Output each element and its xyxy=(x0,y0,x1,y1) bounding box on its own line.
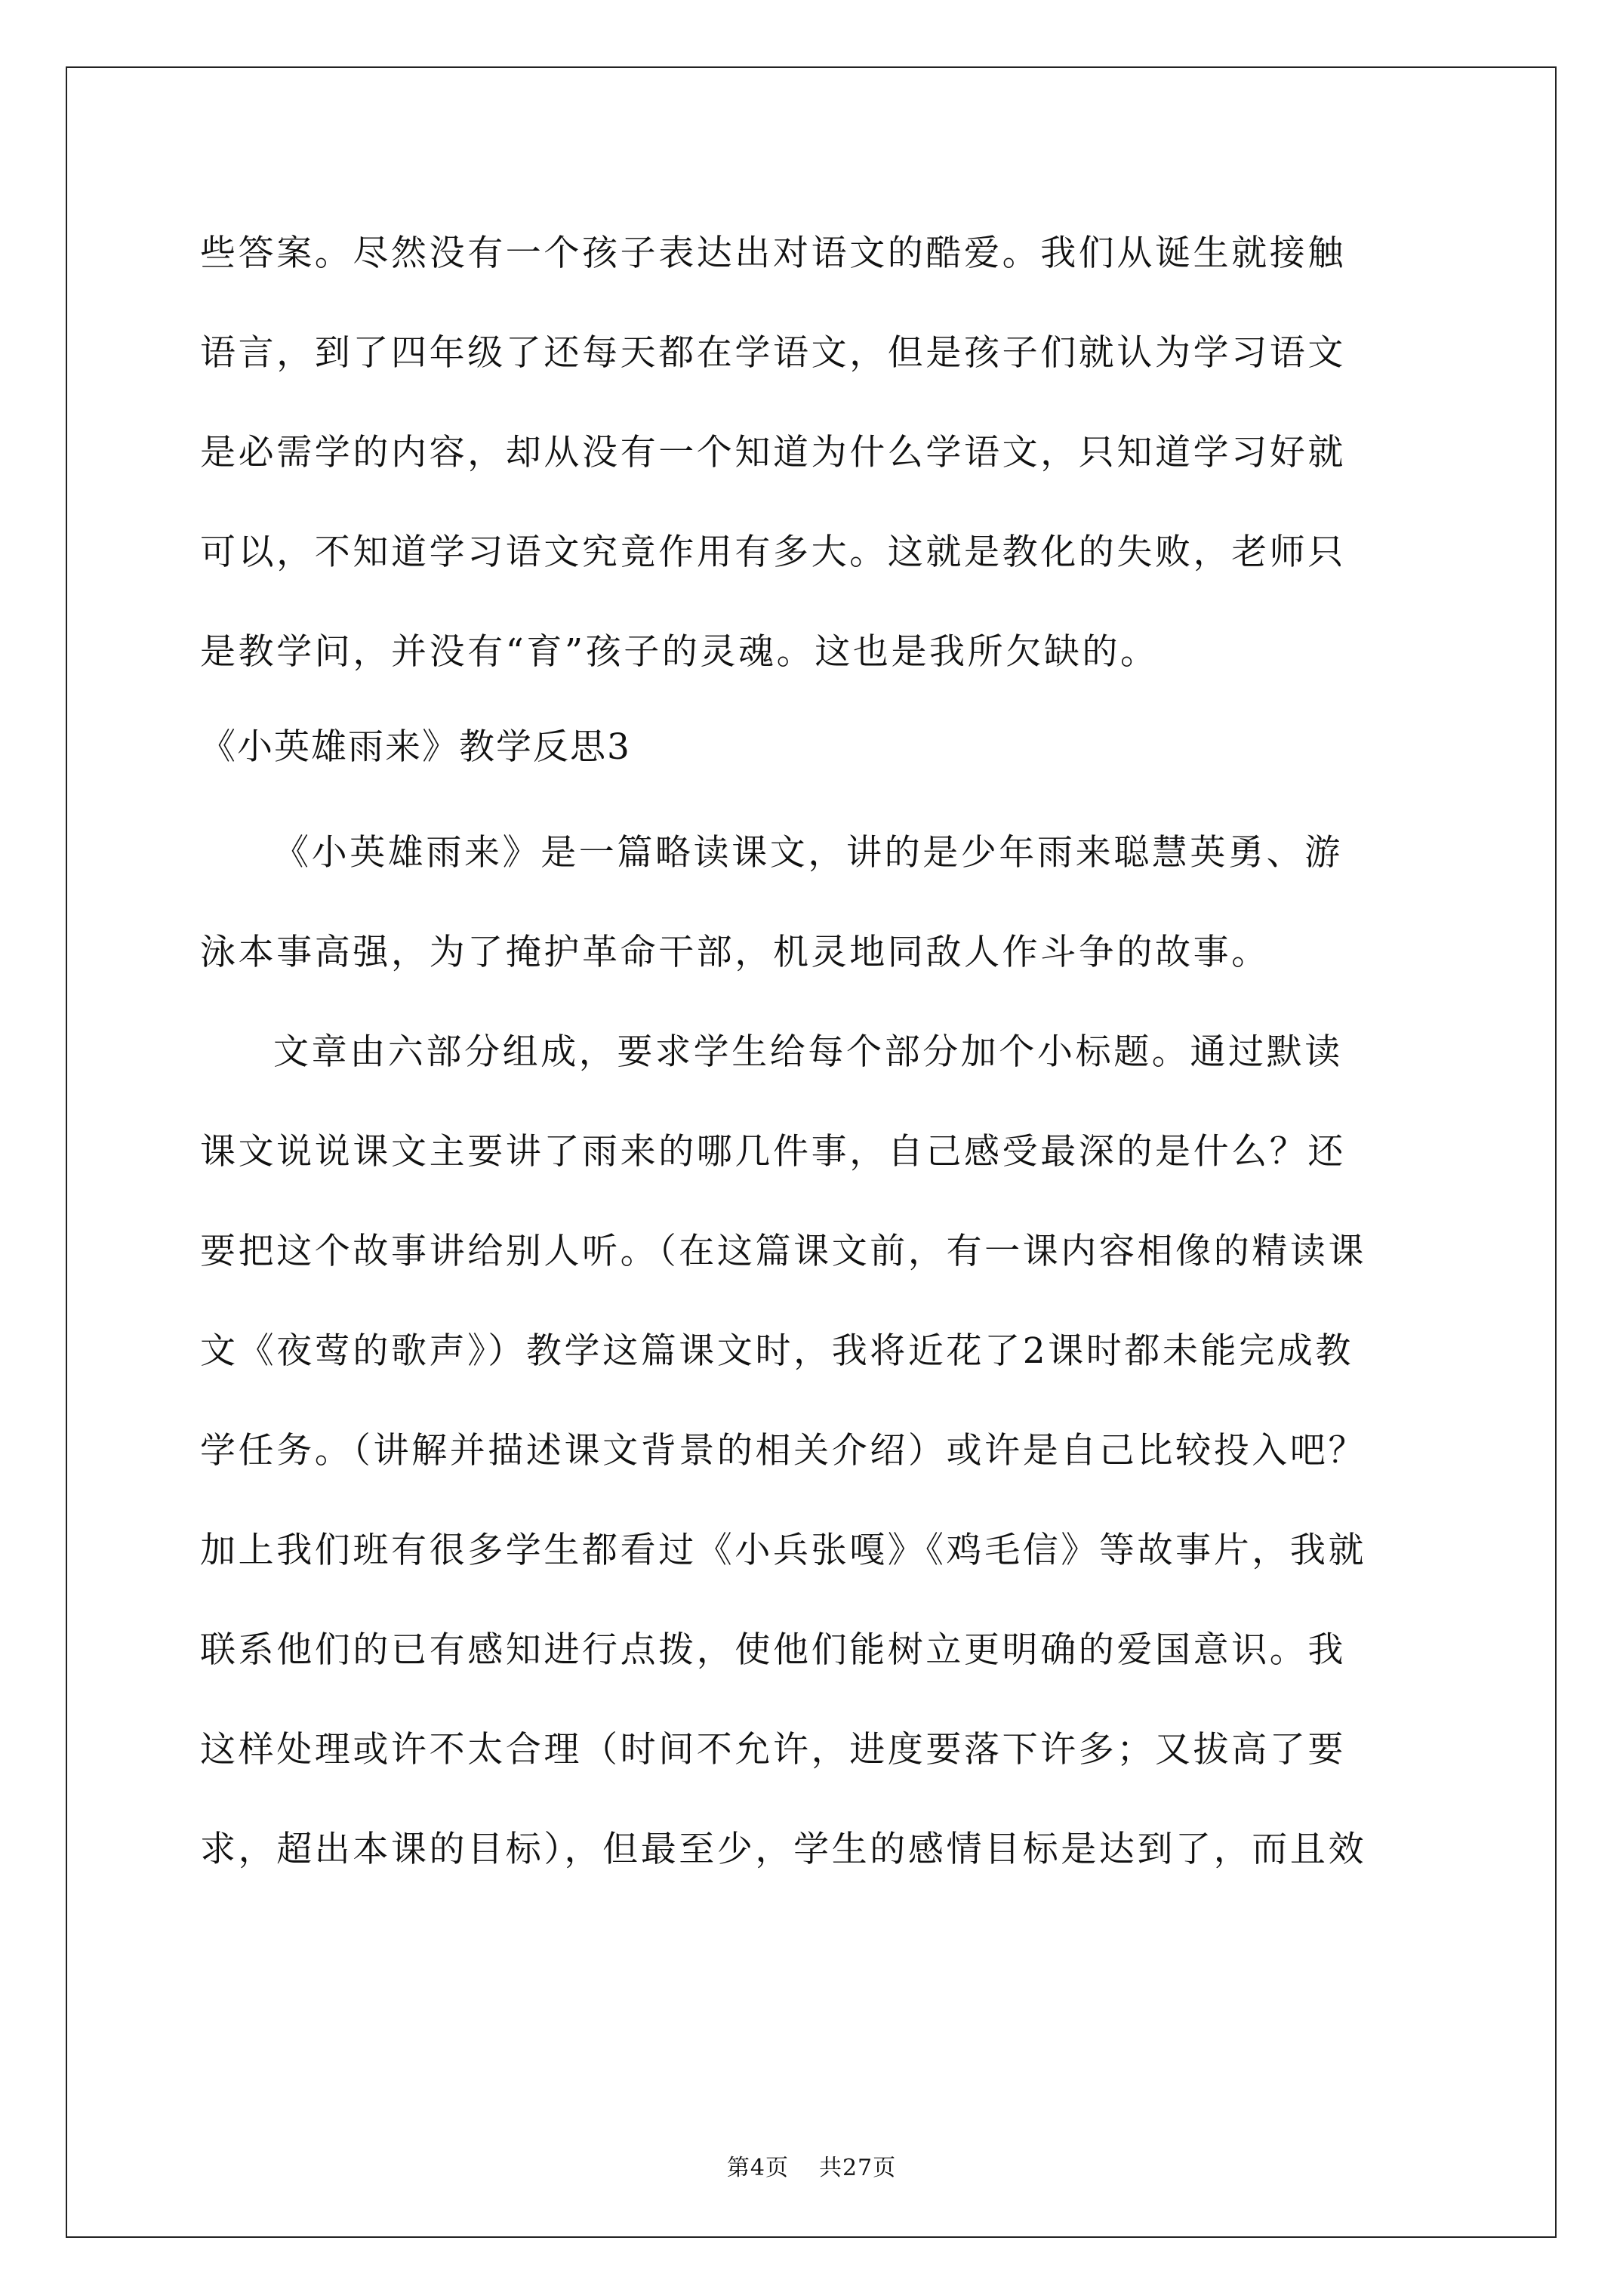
body-text-line: 要把这个故事讲给别人听。（在这篇课文前，有一课内容相像的精读课 xyxy=(200,1231,1367,1272)
section-heading: 《小英雄雨来》教学反思3 xyxy=(200,726,631,768)
body-text-line: 些答案。尽然没有一个孩子表达出对语文的酷爱。我们从诞生就接触 xyxy=(200,233,1346,274)
page-total: 共27页 xyxy=(818,2155,897,2181)
body-text-line: 泳本事高强，为了掩护革命干部，机灵地同敌人作斗争的故事。 xyxy=(200,932,1270,973)
body-text-line: 语言，到了四年级了还每天都在学语文，但是孩子们就认为学习语文 xyxy=(200,332,1346,374)
body-text-line: 联系他们的已有感知进行点拨，使他们能树立更明确的爱国意识。我 xyxy=(200,1629,1346,1671)
body-text-line: 可以，不知道学习语文究竟作用有多大。这就是教化的失败，老师只 xyxy=(200,532,1346,573)
body-text-line: 课文说说课文主要讲了雨来的哪几件事，自己感受最深的是什么？还 xyxy=(200,1131,1346,1173)
body-text-line: 这样处理或许不太合理（时间不允许，进度要落下许多；又拔高了要 xyxy=(200,1729,1346,1771)
page-footer xyxy=(0,2153,1623,2184)
body-text-line: 是教学问，并没有“育”孩子的灵魂。这也是我所欠缺的。 xyxy=(200,631,1159,673)
body-text-line: 加上我们班有很多学生都看过《小兵张嘎》《鸡毛信》等故事片，我就 xyxy=(200,1530,1367,1571)
body-text-line: 文《夜莺的歌声》）教学这篇课文时，我将近花了2课时都未能完成教 xyxy=(200,1330,1354,1372)
body-text-line: 文章由六部分组成，要求学生给每个部分加个小标题。通过默读 xyxy=(273,1031,1343,1073)
page-number: 第4页 xyxy=(726,2155,789,2181)
body-text-line: 求，超出本课的目标），但最至少，学生的感情目标是达到了，而且效 xyxy=(200,1829,1367,1870)
body-text-line: 《小英雄雨来》是一篇略读课文，讲的是少年雨来聪慧英勇、游 xyxy=(273,832,1343,874)
body-text-line: 学任务。（讲解并描述课文背景的相关介绍）或许是自己比较投入吧？ xyxy=(200,1430,1367,1472)
body-text-line: 是必需学的内容，却从没有一个知道为什么学语文，只知道学习好就 xyxy=(200,432,1346,473)
